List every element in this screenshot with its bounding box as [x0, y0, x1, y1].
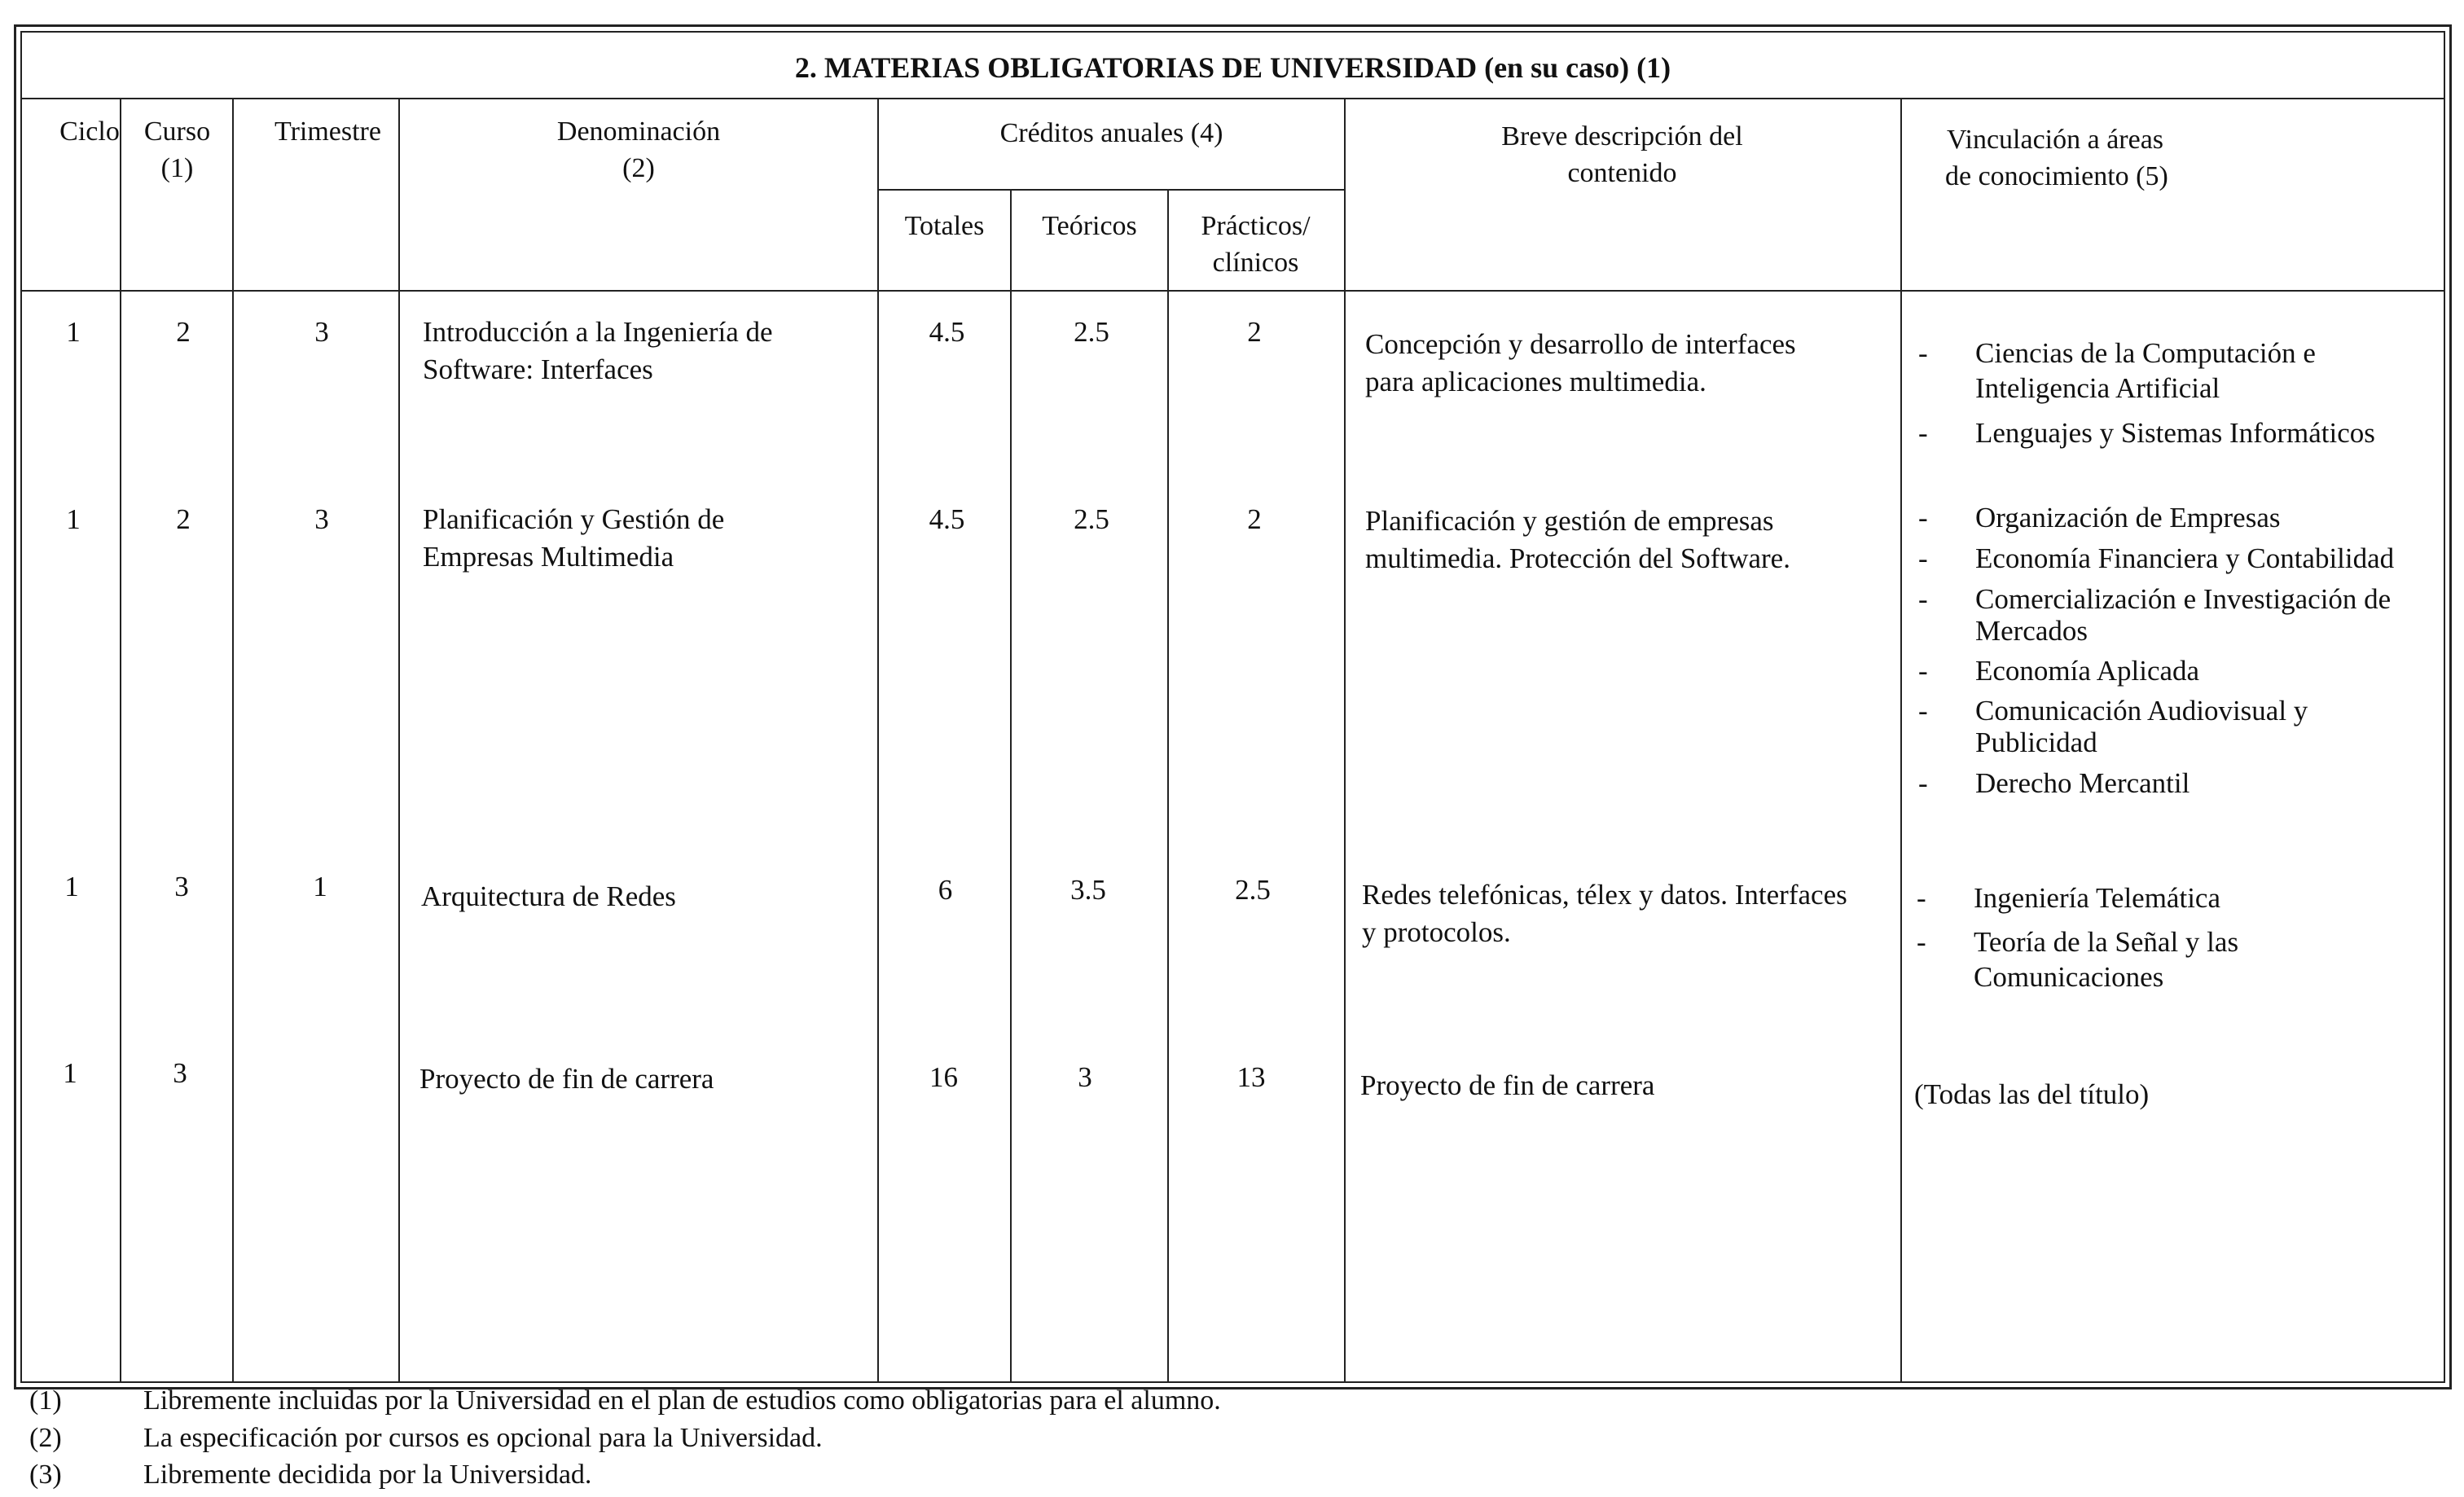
cell-totales: 16 [929, 1061, 958, 1093]
cell-denominacion-line-1: Arquitectura de Redes [421, 880, 676, 912]
cell-descripcion-line-1: Concepción y desarrollo de interfaces [1365, 328, 1796, 360]
creditos-divider [877, 189, 1346, 191]
cell-denominacion-line-1: Introducción a la Ingeniería de [423, 316, 773, 348]
header-totales [877, 209, 1012, 245]
cell-practicos: 13 [1236, 1061, 1266, 1093]
area-item-line: Organización de Empresas [1975, 502, 2281, 533]
cell-curso: 3 [173, 1057, 187, 1089]
header-vinculacion-label-1: Vinculación a áreas [1947, 125, 2164, 155]
cell-descripcion-line-1: Redes telefónicas, télex y datos. Interfaces [1362, 879, 1847, 911]
header-vinculacion-label-2: de conocimiento (5) [1945, 160, 2168, 191]
col-divider-ciclo [120, 98, 121, 1383]
footnote-number: (1) [29, 1385, 62, 1416]
cell-descripcion-line-2: y protocolos. [1362, 915, 1511, 948]
cell-descripcion-line-2: multimedia. Protección del Software. [1365, 542, 1790, 574]
col-divider-practicos [1344, 98, 1346, 1383]
cell-areas [1917, 881, 2438, 1003]
footnote-number: (3) [29, 1460, 62, 1490]
cell-areas [1918, 501, 2440, 810]
header-vinculacion [1945, 122, 2434, 195]
footnote-text: La especificación por cursos es opcional para la Universidad. [143, 1422, 823, 1453]
area-dash: - [1918, 542, 1928, 574]
cell-ciclo: 1 [66, 503, 81, 535]
header-totales-label: Totales [904, 211, 985, 241]
header-denominacion [398, 114, 879, 187]
cell-ciclo: 1 [66, 316, 81, 348]
cell-denominacion [423, 501, 871, 575]
area-item-line: Comercialización e Investigación de [1975, 583, 2392, 615]
area-dash: - [1917, 882, 1926, 914]
col-divider-curso [232, 98, 234, 1383]
cell-totales: 6 [938, 874, 953, 906]
cell-descripcion [1365, 326, 1895, 400]
header-ciclo-label: Ciclo [59, 116, 120, 147]
cell-denominacion [423, 314, 871, 388]
area-dash: - [1918, 695, 1928, 727]
area-item-line: Mercados [1975, 615, 2088, 647]
area-item-line: Teoría de la Señal y las [1974, 926, 2239, 958]
cell-teoricos: 3.5 [1070, 874, 1106, 906]
col-divider-totales [1010, 189, 1012, 1383]
area-dash: - [1917, 926, 1926, 958]
area-dash: - [1918, 417, 1928, 449]
cell-denominacion-line-2: Software: Interfaces [423, 353, 653, 385]
header-curso-note: (1) [160, 152, 194, 183]
cell-practicos: 2 [1247, 316, 1262, 348]
cell-curso: 2 [176, 316, 191, 348]
area-dash: - [1918, 337, 1928, 369]
cell-descripcion-line-2: para aplicaciones multimedia. [1365, 365, 1706, 397]
cell-descripcion-line-1: Planificación y gestión de empresas [1365, 505, 1774, 537]
footnote [29, 1456, 1221, 1494]
cell-descripcion-line-1: Proyecto de fin de carrera [1360, 1069, 1655, 1101]
area-dash: - [1918, 502, 1928, 533]
cell-areas: (Todas las del título) [1914, 1078, 2150, 1110]
cell-denominacion [419, 1060, 867, 1098]
cell-totales: 4.5 [929, 316, 965, 348]
cell-descripcion [1365, 503, 1895, 577]
cell-ciclo: 1 [64, 871, 79, 902]
cell-denominacion-line-2: Empresas Multimedia [423, 540, 674, 573]
area-dash: - [1918, 767, 1928, 799]
cell-teoricos: 3 [1078, 1061, 1092, 1093]
title-divider [20, 98, 2445, 99]
cell-areas [1918, 336, 2440, 467]
area-item-line: Economía Aplicada [1975, 655, 2200, 687]
footnote-text: Libremente decidida por la Universidad. [143, 1460, 592, 1490]
cell-totales: 4.5 [929, 503, 965, 535]
cell-denominacion-line-1: Planificación y Gestión de [423, 503, 725, 535]
cell-practicos: 2 [1247, 503, 1262, 535]
area-item-line: Lenguajes y Sistemas Informáticos [1975, 417, 2375, 449]
header-creditos-label: Créditos anuales (4) [999, 118, 1223, 148]
area-item-line: Ciencias de la Computación e [1975, 337, 2316, 369]
header-denominacion-note: (2) [622, 152, 655, 183]
cell-descripcion [1362, 876, 1900, 950]
table-title: 2. MATERIAS OBLIGATORIAS DE UNIVERSIDAD (en su caso) (1) [794, 51, 1671, 84]
area-item-line: Economía Financiera y Contabilidad [1975, 542, 2395, 574]
col-divider-teoricos [1167, 189, 1169, 1383]
header-practicos [1167, 209, 1344, 282]
cell-descripcion [1360, 1067, 1890, 1104]
cell-trimestre: 1 [313, 871, 327, 902]
header-practicos-label-2: clínicos [1212, 247, 1299, 278]
header-descripcion-label-2: contenido [1567, 157, 1677, 188]
header-denominacion-label: Denominación [556, 116, 721, 147]
cell-curso: 2 [176, 503, 191, 535]
area-dash: - [1918, 655, 1928, 687]
cell-practicos: 2.5 [1235, 874, 1271, 906]
area-item-line: Publicidad [1975, 727, 2097, 758]
col-divider-descripcion [1900, 98, 1902, 1383]
header-trimestre [244, 114, 411, 151]
area-item-line: Inteligencia Artificial [1975, 372, 2220, 404]
header-descripcion-label-1: Breve descripción del [1501, 121, 1743, 151]
header-teoricos [1010, 209, 1169, 245]
header-trimestre-label: Trimestre [275, 116, 381, 147]
cell-curso: 3 [174, 871, 189, 902]
header-descripcion [1344, 119, 1900, 192]
cell-trimestre: 3 [314, 503, 329, 535]
header-divider [20, 290, 2445, 292]
header-curso-label: Curso [143, 116, 211, 147]
cell-teoricos: 2.5 [1074, 503, 1109, 535]
cell-ciclo: 1 [63, 1057, 77, 1089]
col-divider-trimestre [398, 98, 400, 1383]
header-ciclo [49, 114, 130, 151]
footnote-text: Libremente incluidas por la Universidad en el plan de estudios como obligatorias para el alumno. [143, 1385, 1221, 1416]
cell-denominacion-line-1: Proyecto de fin de carrera [419, 1063, 714, 1095]
area-item-line: Comunicaciones [1974, 961, 2164, 993]
col-divider-denominacion [877, 98, 879, 1383]
area-item-line: Comunicación Audiovisual y [1975, 695, 2308, 727]
cell-trimestre: 3 [314, 316, 329, 348]
area-item-line: Ingeniería Telemática [1974, 882, 2220, 914]
footnote-number: (2) [29, 1422, 62, 1453]
header-practicos-label-1: Prácticos/ [1201, 211, 1311, 241]
header-curso [122, 114, 232, 187]
footnote [29, 1420, 1221, 1457]
area-item-line: Derecho Mercantil [1975, 767, 2190, 799]
header-creditos [877, 116, 1346, 152]
area-dash: - [1918, 583, 1928, 615]
header-teoricos-label: Teóricos [1042, 211, 1137, 241]
footnotes [29, 1382, 1221, 1494]
footnote [29, 1382, 1221, 1420]
cell-teoricos: 2.5 [1074, 316, 1109, 348]
cell-denominacion [421, 878, 869, 915]
